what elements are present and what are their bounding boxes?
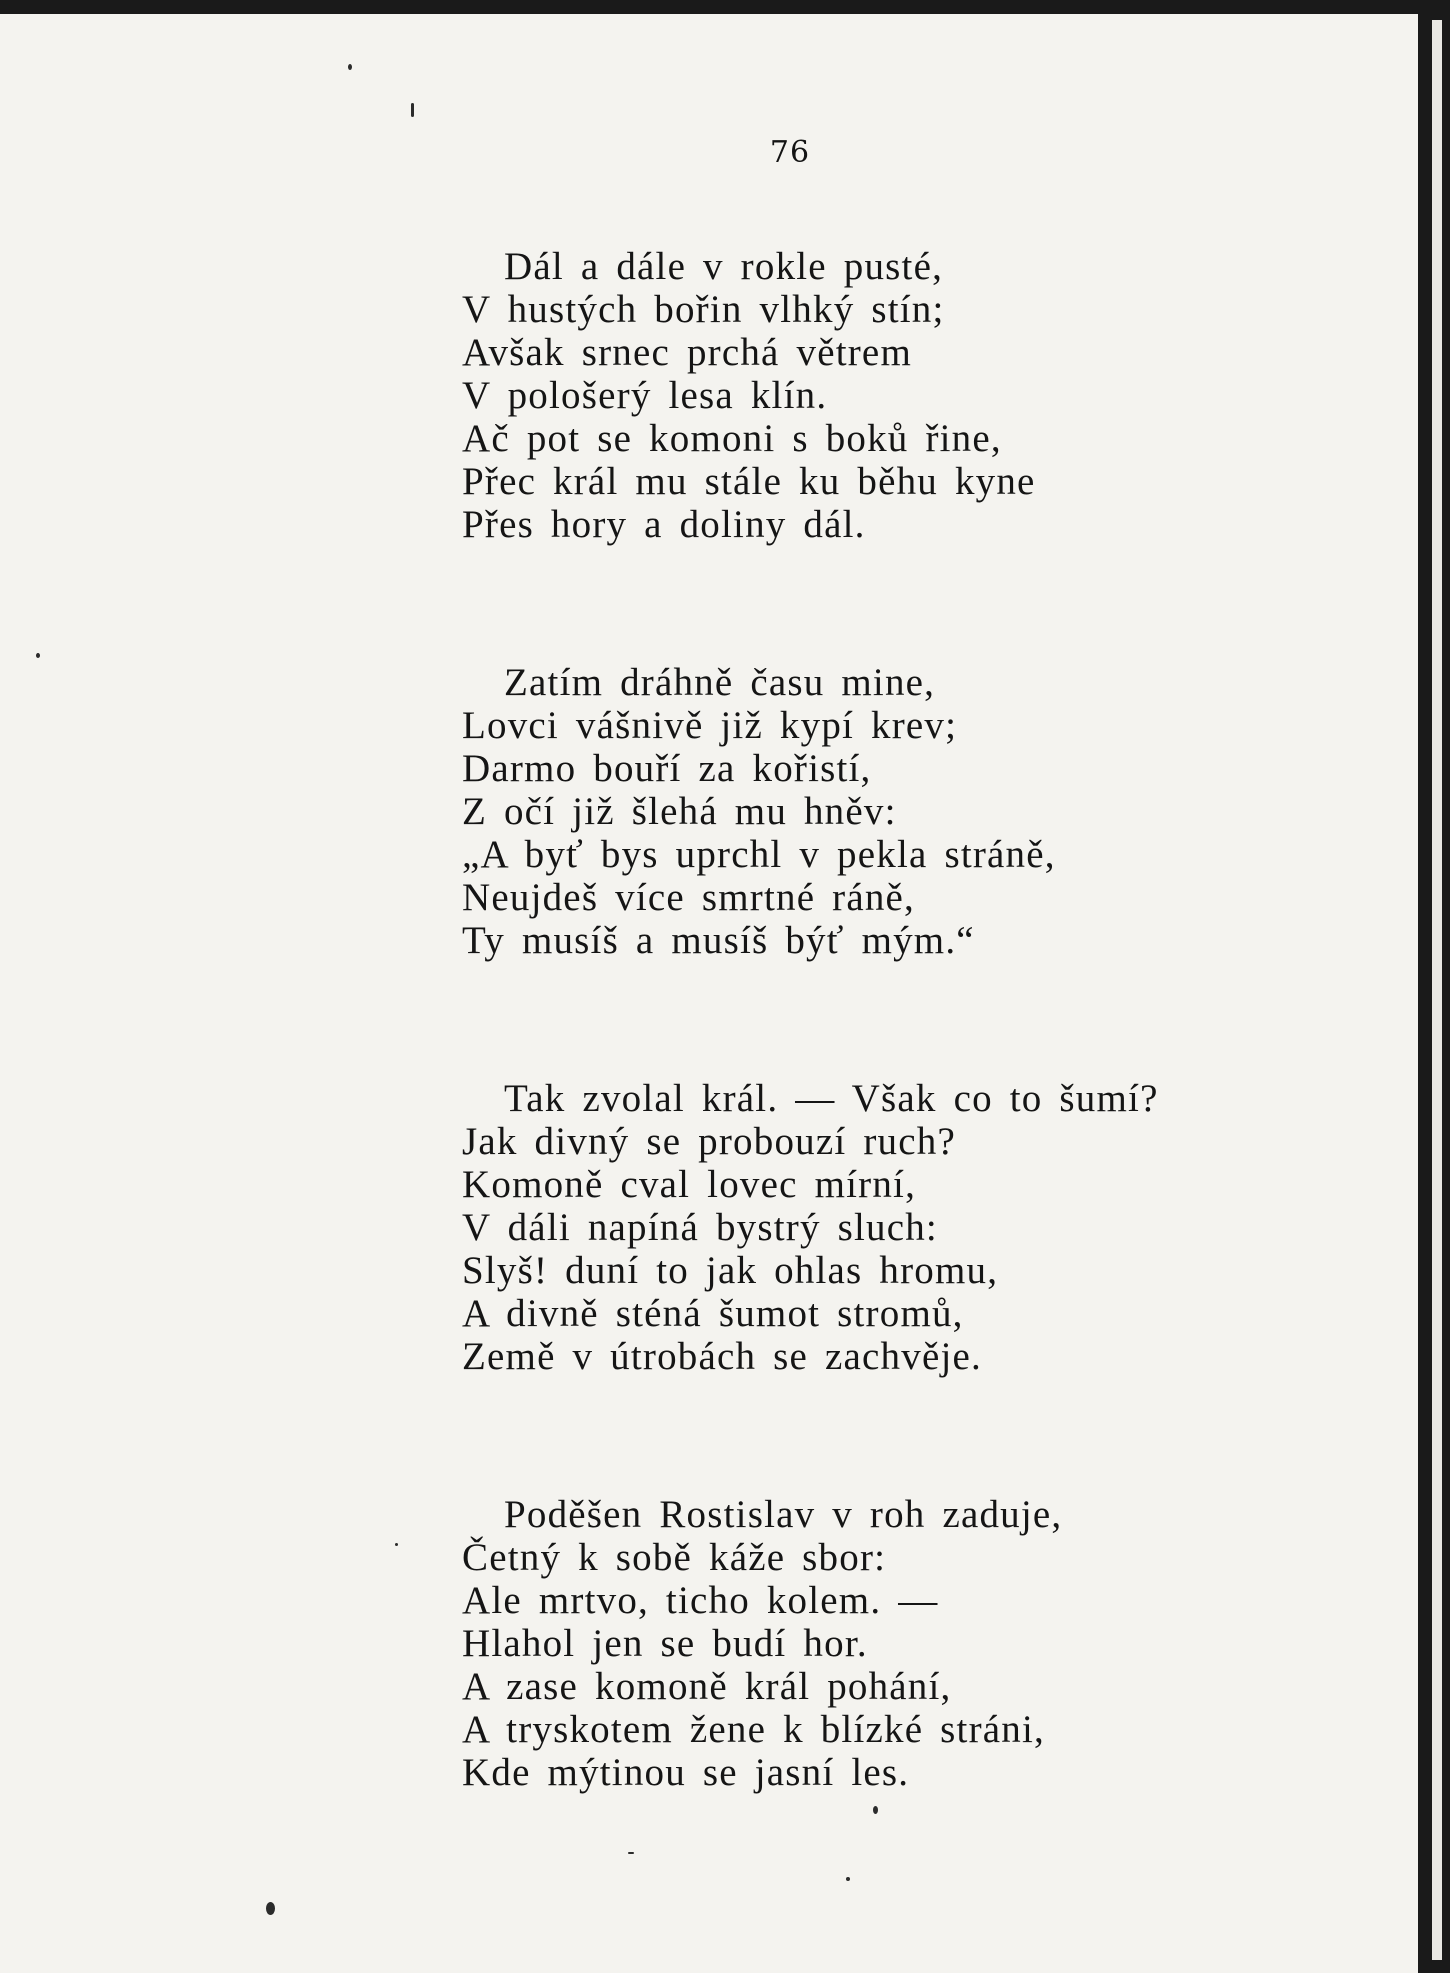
poem-line: V pološerý lesa klín. bbox=[462, 374, 828, 417]
stanza-4 bbox=[462, 1493, 1159, 1794]
poem-line: Avšak srnec prchá větrem bbox=[462, 331, 912, 374]
poem-line: „A byť bys uprchl v pekla stráně, bbox=[462, 833, 1056, 876]
scan-speck bbox=[846, 1877, 850, 1881]
adjacent-page-edge bbox=[1432, 20, 1442, 1960]
poem-line: Země v útrobách se zachvěje. bbox=[462, 1335, 982, 1378]
poem-line: V hustých bořin vlhký stín; bbox=[462, 288, 945, 331]
scan-speck bbox=[266, 1902, 275, 1915]
poem-line: Přes hory a doliny dál. bbox=[462, 503, 866, 546]
poem-line: Neujdeš více smrtné ráně, bbox=[462, 876, 916, 919]
poem-line: A tryskotem žene k blízké stráni, bbox=[462, 1708, 1045, 1751]
poem-line: A zase komoně král pohání, bbox=[462, 1665, 952, 1708]
scan-speck bbox=[873, 1806, 878, 1814]
poem-line: Komoně cval lovec mírní, bbox=[462, 1163, 917, 1206]
scan-speck bbox=[36, 653, 40, 658]
poem-line: A divně sténá šumot stromů, bbox=[462, 1292, 964, 1335]
poem-line: Lovci vášnivě již kypí krev; bbox=[462, 704, 958, 747]
poem-line: Poděšen Rostislav v roh zaduje, bbox=[504, 1493, 1063, 1536]
poem-line: Tak zvolal král. — Však co to šumí? bbox=[504, 1077, 1159, 1120]
stanza-1 bbox=[462, 245, 1159, 546]
poem-line: Zatím dráhně času mine, bbox=[504, 661, 936, 704]
stanza-2 bbox=[462, 661, 1159, 962]
poem-line: Ač pot se komoni s boků řine, bbox=[462, 417, 1002, 460]
poem-line: Slyš! duní to jak ohlas hromu, bbox=[462, 1249, 999, 1292]
scan-speck bbox=[348, 64, 352, 70]
scan-speck bbox=[395, 1543, 398, 1546]
poem-line: Hlahol jen se budí hor. bbox=[462, 1622, 868, 1665]
scan-speck bbox=[628, 1852, 634, 1854]
poem-line: Četný k sobě káže sbor: bbox=[462, 1536, 887, 1579]
poem-line: V dáli napíná bystrý sluch: bbox=[462, 1206, 938, 1249]
scan-speck bbox=[411, 103, 414, 117]
poem-line: Dál a dále v rokle pusté, bbox=[504, 245, 944, 288]
stanza-3 bbox=[462, 1077, 1159, 1378]
poem-line: Kde mýtinou se jasní les. bbox=[462, 1751, 910, 1794]
poem-line: Ty musíš a musíš býť mým.“ bbox=[462, 919, 975, 962]
scan-border-top bbox=[0, 0, 1450, 14]
poem-line: Jak divný se probouzí ruch? bbox=[462, 1120, 956, 1163]
poem-line: Darmo bouří za kořistí, bbox=[462, 747, 872, 790]
poem-line: Ale mrtvo, ticho kolem. — bbox=[462, 1579, 939, 1622]
poem-line: Z očí již šlehá mu hněv: bbox=[462, 790, 897, 833]
page-number: 76 bbox=[769, 135, 811, 170]
poem-line: Přec král mu stále ku běhu kyne bbox=[462, 460, 1036, 503]
poem bbox=[462, 245, 1159, 1909]
